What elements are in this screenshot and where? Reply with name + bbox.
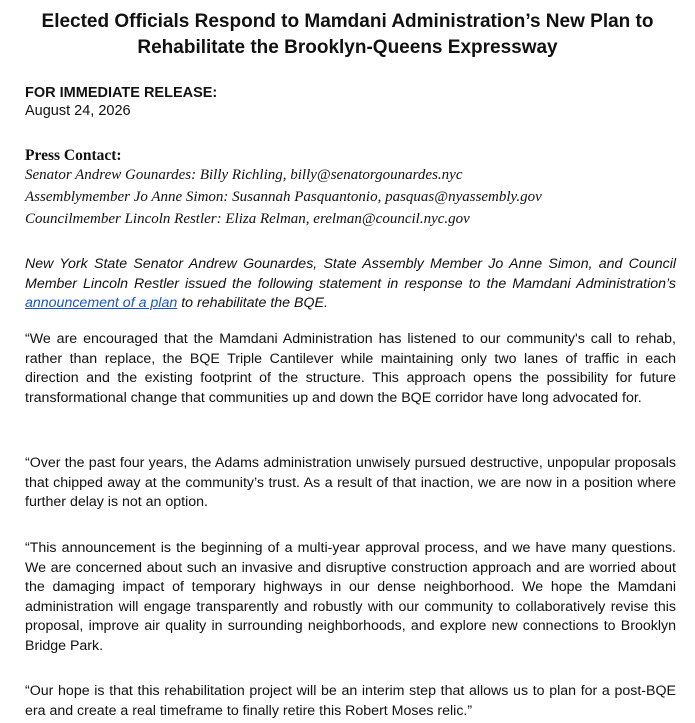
contact-gounardes: Senator Andrew Gounardes: Billy Richling, billy@senatorgounardes.nyc [25,167,463,183]
statement-paragraph-1: “We are encouraged that the Mamdani Administration has listened to our community's call to rehab, rather than replace, the BQE Triple Cantilever while maintaining only two lanes of traffic in each direction and the existing footprint of the structure. This approach opens the possibility for future transformational change that communities up and down the BQE corridor have long advocated for. [25,331,676,406]
press-contact-label: Press Contact: [25,147,122,164]
statement-paragraph-4: “Our hope is that this rehabilitation project will be an interim step that allows us to plan for a post-BQE era and create a real timeframe to finally retire this Robert Moses relic.” [25,683,676,719]
contact-simon: Assemblymember Jo Anne Simon: Susannah Pasquantonio, pasquas@nyassembly.gov [25,189,542,205]
intro-text-after-link: to rehabilitate the BQE. [177,295,328,311]
announcement-link[interactable]: announcement of a plan [25,295,178,311]
intro-paragraph [25,255,676,314]
page-title: Elected Officials Respond to Mamdani Administration’s New Plan to Rehabilitate the Brooklyn-Queens Expressway [41,11,654,58]
release-date: August 24, 2026 [25,103,131,119]
statement-paragraph-3: “This announcement is the beginning of a multi-year approval process, and we have many questions. We are concerned about such an invasive and disruptive construction approach and are worried about the damaging impact of temporary highways in our dense neighborhood. We hope the Mamdani administration will engage transparently and robustly with our community to collaboratively revise this proposal, improve air quality in surrounding neighborhoods, and explore new connections to Brooklyn Bridge Park. [25,540,676,654]
contact-restler: Councilmember Lincoln Restler: Eliza Relman, erelman@council.nyc.gov [25,211,470,227]
release-label: FOR IMMEDIATE RELEASE: [25,85,218,101]
statement-paragraph-2: “Over the past four years, the Adams administration unwisely pursued destructive, unpopular proposals that chipped away at the community’s trust. As a result of that inaction, we are now in a position where further delay is not an option. [25,455,676,510]
intro-text-before-link: New York State Senator Andrew Gounardes, State Assembly Member Jo Anne Simon, and Council Member Lincoln Restler issued the following statement in response to the Mamdani Administration’s [25,256,676,292]
